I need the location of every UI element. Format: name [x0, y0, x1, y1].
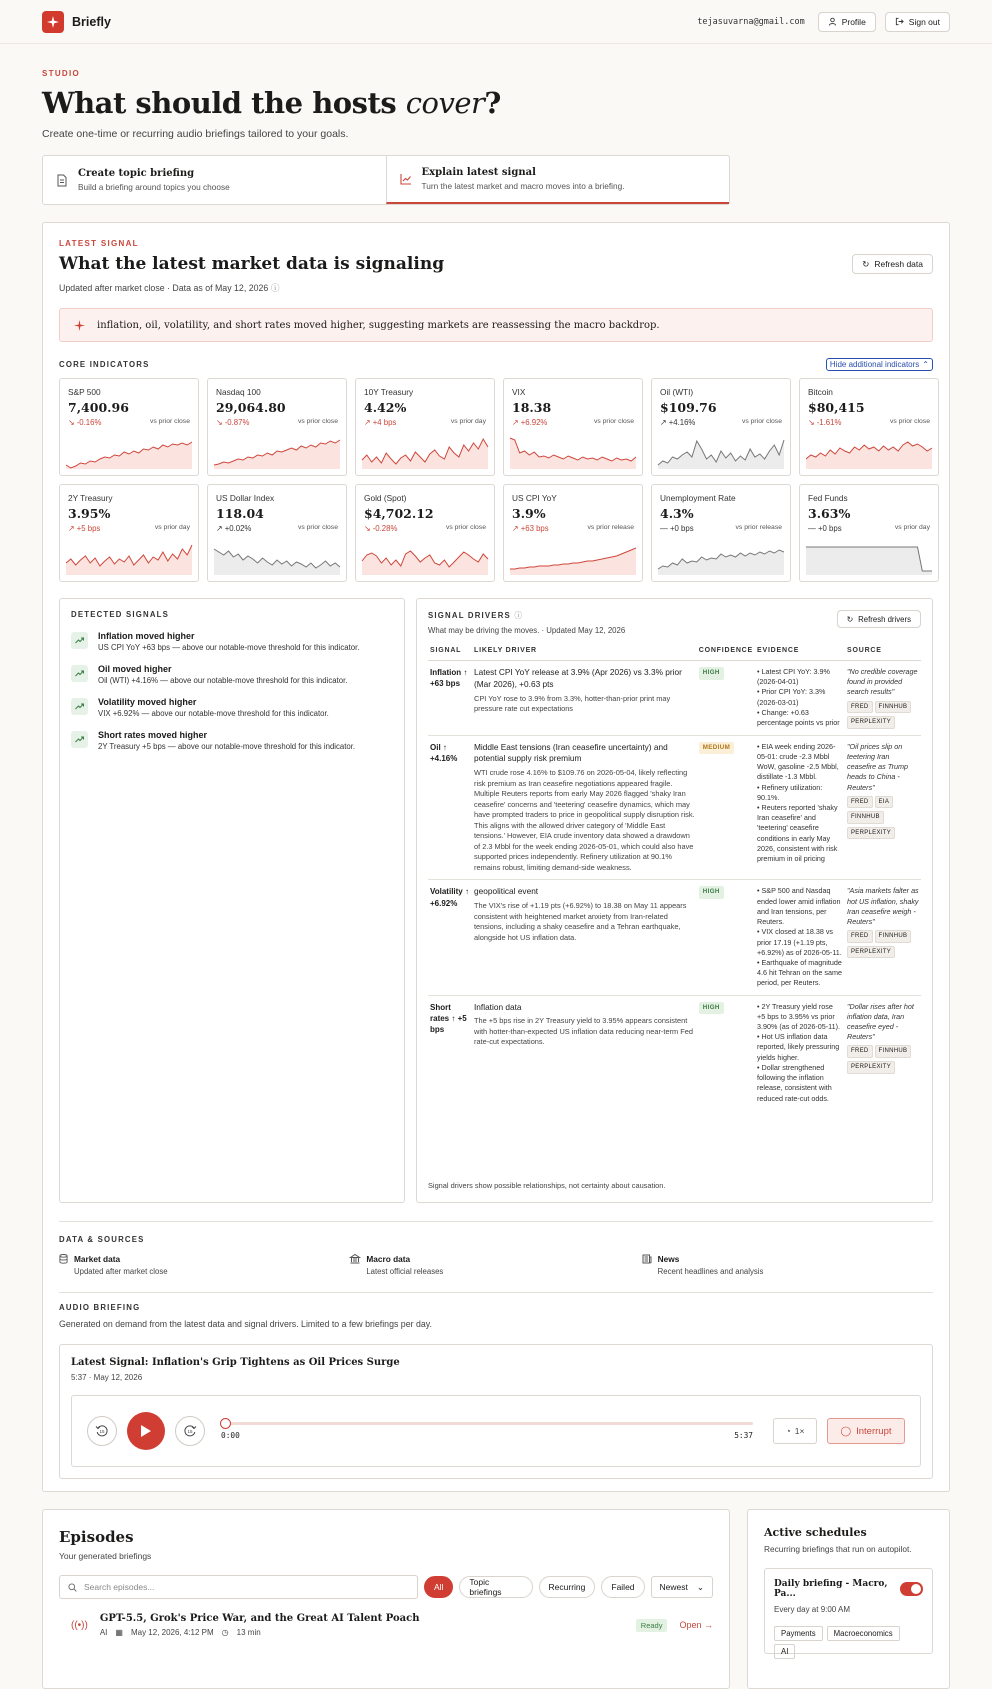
indicator-compare: vs prior close: [297, 418, 338, 425]
info-icon: ⓘ: [270, 283, 280, 293]
indicator-change-row: [808, 524, 930, 533]
indicator-name: Fed Funds: [808, 493, 848, 503]
sparkline: [362, 435, 488, 469]
source-news: News Recent headlines and analysis: [642, 1254, 933, 1276]
evidence: [755, 880, 845, 995]
sparkline-area: [214, 549, 340, 575]
source: [845, 735, 921, 880]
indicator-change-row: [808, 418, 930, 427]
source-chip[interactable]: EIA: [875, 796, 894, 809]
schedules-title: Active schedules: [764, 1526, 867, 1539]
indicator-compare: vs prior close: [297, 524, 338, 531]
studio-eyebrow: STUDIO: [42, 69, 81, 78]
user-icon: [828, 17, 837, 26]
source-chip[interactable]: FRED: [847, 701, 873, 714]
indicator-value: 4.3%: [660, 506, 694, 521]
driver-main: Middle East tensions (Iran ceasefire uncertainty) and potential supply risk premium: [474, 741, 668, 764]
schedules-subtitle: Recurring briefings that run on autopilot.: [764, 1544, 912, 1554]
progress-knob[interactable]: [220, 1418, 231, 1429]
source-chip[interactable]: FRED: [847, 1045, 873, 1058]
sparkline-area: [806, 547, 932, 575]
trend-icon: ↗: [364, 418, 373, 427]
indicator-change: ↗ +6.92%: [512, 418, 548, 427]
indicator-name: Oil (WTI): [660, 387, 694, 397]
trend-icon: ↗: [512, 524, 521, 533]
sparkline-area: [66, 545, 192, 575]
likely-driver: [472, 661, 697, 736]
speed-button[interactable]: ◔ 1×: [773, 1418, 817, 1444]
indicator-change-row: [216, 524, 338, 533]
detected-signal: [71, 664, 393, 685]
refresh-data-button[interactable]: [852, 254, 933, 274]
sign-out-icon: [895, 17, 904, 26]
sparkle-icon: [74, 320, 85, 331]
tab-title: Explain latest signal: [421, 167, 536, 178]
sparkline: [66, 435, 192, 469]
likely-driver: [472, 995, 697, 1110]
evidence-item: • Reuters reported 'shaky Iran ceasefire' and 'teetering' ceasefire conditions in early May 2026, consistent with risk premium in oil pricing: [757, 803, 838, 864]
schedule-tag: Payments: [774, 1626, 823, 1641]
drivers-subtitle: What may be driving the moves. · Updated May 12, 2026: [428, 626, 626, 635]
sparkline: [658, 541, 784, 575]
indicator-name: S&P 500: [68, 387, 101, 397]
evidence: [755, 995, 845, 1110]
schedule-tag: AI: [774, 1644, 795, 1659]
indicator-change: ↗ +0.02%: [216, 524, 252, 533]
signal-title: What the latest market data is signaling: [59, 254, 445, 274]
status-badge: Ready: [636, 1619, 668, 1632]
signal-title: Inflation moved higher: [98, 631, 195, 641]
indicator-change: ↗ +4 bps: [364, 418, 397, 427]
column-header: EVIDENCE: [755, 642, 845, 661]
trend-icon: —: [660, 524, 670, 533]
source-chip[interactable]: PERPLEXITY: [847, 827, 895, 840]
source-market: Market data Updated after market close: [59, 1254, 350, 1276]
indicator-change-row: [660, 418, 782, 427]
database-icon: [59, 1254, 68, 1264]
indicator-change-row: [68, 524, 190, 533]
evidence: [755, 735, 845, 880]
indicator-value: 118.04: [216, 506, 264, 521]
audio-progress[interactable]: [221, 1422, 753, 1440]
sparkline-area: [510, 438, 636, 469]
likely-driver: [472, 880, 697, 995]
source-quote: "Oil prices slip on teetering Iran ceasefire as Trump heads to China - Reuters": [847, 741, 908, 792]
source-quote: "Dollar rises after hot inflation data, Iran ceasefire eyed - Reuters": [847, 1001, 914, 1042]
indicator-card[interactable]: [799, 378, 939, 476]
briefing-title: Latest Signal: Inflation's Grip Tightens as Oil Prices Surge: [71, 1357, 400, 1368]
detected-signals: [59, 598, 405, 1203]
confidence: [697, 661, 755, 736]
source: [845, 880, 921, 995]
indicator-change-row: [216, 418, 338, 427]
trend-icon: ↗: [512, 418, 521, 427]
latest-signal-panel: [42, 222, 950, 1492]
svg-text:15: 15: [99, 1429, 105, 1434]
sources-label: DATA & SOURCES: [59, 1235, 145, 1244]
interrupt-button[interactable]: ◯ Interrupt: [827, 1418, 905, 1444]
indicator-grid: [59, 378, 933, 582]
refresh-label: Refresh data: [874, 259, 923, 269]
sparkline: [806, 435, 932, 469]
current-time: 0:00: [221, 1431, 240, 1440]
indicator-change-row: [364, 418, 486, 427]
evidence-item: • Earthquake of magnitude 4.6 hit Tehran on the same period, per Reuters.: [757, 957, 842, 988]
refresh-icon: ↻: [862, 258, 870, 269]
indicator-change: — +0 bps: [808, 524, 842, 533]
document-icon: [56, 174, 68, 187]
profile-button[interactable]: [818, 12, 876, 32]
chevron-up-icon: ⌃: [922, 360, 929, 369]
evidence-item: • S&P 500 and Nasdaq ended lower amid inflation and Iran tensions, per Reuters.: [757, 886, 841, 927]
sparkline: [658, 435, 784, 469]
indicator-card[interactable]: [355, 378, 495, 476]
sparkline: [214, 435, 340, 469]
source-chip[interactable]: PERPLEXITY: [847, 1061, 895, 1074]
indicator-compare: vs prior release: [587, 524, 634, 531]
evidence-item: • Dollar strengthened following the inflation release, consistent with reduced rate-cut odds.: [757, 1062, 832, 1103]
duration: 5:37: [734, 1431, 753, 1440]
confidence-badge: MEDIUM: [699, 742, 735, 755]
detected-signal: [71, 631, 393, 652]
trend-up-icon: [71, 731, 88, 748]
indicator-change: ↘ -0.87%: [216, 418, 250, 427]
driver-main: Inflation data: [474, 1001, 522, 1012]
indicator-change-row: [68, 418, 190, 427]
indicator-change: — +0 bps: [660, 524, 694, 533]
driver-main: Latest CPI YoY release at 3.9% (Apr 2026) vs 3.3% prior (Mar 2026), +0.63 pts: [474, 667, 682, 689]
source: [845, 661, 921, 736]
briefing-type-tabs: [42, 155, 730, 205]
indicator-name: US Dollar Index: [216, 493, 275, 503]
rewind-icon: [95, 1424, 109, 1438]
sparkline: [510, 541, 636, 575]
detected-signal: [71, 730, 393, 751]
indicator-compare: vs prior day: [894, 524, 930, 531]
driver-signal: Short rates ↑ +5 bps: [430, 1002, 467, 1035]
signal-summary: [59, 308, 933, 342]
column-header: SOURCE: [845, 642, 921, 661]
signal-title: Oil moved higher: [98, 664, 172, 674]
sparkline-area: [510, 548, 636, 575]
user-email: tejasuvarna@gmail.com: [697, 16, 805, 27]
source-chip[interactable]: FINNHUB: [875, 1045, 912, 1058]
sparkline: [510, 435, 636, 469]
signal-desc: 2Y Treasury +5 bps — above our notable-move threshold for this indicator.: [98, 742, 356, 751]
indicator-name: 2Y Treasury: [68, 493, 113, 503]
episodes-panel: [42, 1509, 730, 1689]
bank-icon: [350, 1254, 360, 1264]
evidence-item: • Change: +0.63 percentage points vs prior: [757, 707, 840, 728]
trend-up-icon: [71, 632, 88, 649]
detected-signal: [71, 697, 393, 718]
audio-player: [71, 1395, 921, 1467]
indicator-compare: vs prior close: [593, 418, 634, 425]
indicator-name: VIX: [512, 387, 526, 397]
indicator-change: ↗ +5 bps: [68, 524, 101, 533]
signal-desc: VIX +6.92% — above our notable-move threshold for this indicator.: [98, 709, 329, 718]
indicator-compare: vs prior release: [735, 524, 782, 531]
signal-desc: Oil (WTI) +4.16% — above our notable-move threshold for this indicator.: [98, 676, 348, 685]
indicator-value: 7,400.96: [68, 400, 129, 415]
filter-failed[interactable]: Failed: [601, 1576, 644, 1598]
indicator-name: Bitcoin: [808, 387, 833, 397]
forward-icon: [183, 1424, 197, 1438]
driver-detail: The VIX's rise of +1.19 pts (+6.92%) to 18.38 on May 11 appears consistent with heightened market anxiety from Iran-related tensions, including a shaky ceasefire and a Tehran earthquake, alongside hot US inflation data.: [474, 901, 687, 942]
source-chip[interactable]: FRED: [847, 796, 873, 809]
sparkline-area: [66, 442, 192, 469]
source: [845, 995, 921, 1110]
indicator-change: ↘ -0.16%: [68, 418, 102, 427]
drivers-label: SIGNAL DRIVERS ⓘ: [428, 611, 524, 620]
trend-icon: ↘: [216, 418, 225, 427]
confidence: [697, 735, 755, 880]
schedule-when: Every day at 9:00 AM: [774, 1605, 851, 1614]
schedule-tag: Macroeconomics: [827, 1626, 900, 1641]
confidence-badge: HIGH: [699, 1002, 724, 1015]
source-quote: "Asia markets falter as hot US inflation, shaky Iran ceasefire weigh - Reuters": [847, 886, 919, 927]
indicator-card[interactable]: [207, 378, 347, 476]
filter-recurring[interactable]: Recurring: [539, 1576, 596, 1598]
signal-eyebrow: LATEST SIGNAL: [59, 239, 139, 248]
indicator-change-row: [364, 524, 486, 533]
confidence: [697, 880, 755, 995]
likely-driver: [472, 735, 697, 880]
sparkline: [214, 541, 340, 575]
top-bar: [0, 0, 992, 44]
evidence-item: • Refinery utilization: 90.1%.: [757, 782, 823, 802]
sparkline: [806, 541, 932, 575]
evidence-item: • Prior CPI YoY: 3.3% (2026-03-01): [757, 687, 826, 707]
confidence-badge: HIGH: [699, 886, 724, 899]
play-icon: [140, 1424, 152, 1438]
indicator-card[interactable]: [503, 378, 643, 476]
indicator-change: ↘ -0.28%: [364, 524, 398, 533]
tab-explain-signal[interactable]: [386, 156, 730, 204]
trend-icon: ↗: [68, 524, 77, 533]
drivers-table: [428, 642, 921, 1110]
episodes-subtitle: Your generated briefings: [59, 1551, 152, 1561]
broadcast-icon: ((•)): [71, 1619, 88, 1631]
sign-out-button[interactable]: [885, 12, 950, 32]
driver-detail: The +5 bps rise in 2Y Treasury yield to 3.95% appears consistent with hotter-than-expected US inflation data reducing near-term Fed rate-cut expectations.: [474, 1016, 693, 1047]
indicator-value: 3.63%: [808, 506, 851, 521]
signal-desc: US CPI YoY +63 bps — above our notable-move threshold for this indicator.: [98, 643, 360, 652]
data-sources: [59, 1254, 933, 1276]
logo-icon: [42, 11, 64, 33]
trend-up-icon: [71, 698, 88, 715]
page-title: What should the hosts cover?: [42, 86, 501, 120]
indicator-name: Nasdaq 100: [216, 387, 261, 397]
driver-signal: Inflation ↑ +63 bps: [428, 661, 472, 736]
tab-create-topic[interactable]: [43, 156, 386, 204]
calendar-icon: ▦: [115, 1628, 123, 1637]
rewind-15-button[interactable]: [87, 1416, 117, 1446]
logo[interactable]: [42, 11, 111, 33]
indicator-change-row: [512, 524, 634, 533]
search-icon: [68, 1583, 77, 1592]
open-episode-link[interactable]: Open →: [679, 1620, 713, 1630]
trend-icon: ↘: [68, 418, 77, 427]
column-header: CONFIDENCE: [697, 642, 755, 661]
refresh-icon: ↻: [846, 614, 854, 624]
confidence-badge: HIGH: [699, 667, 724, 680]
source-chip[interactable]: PERPLEXITY: [847, 946, 895, 959]
trend-icon: —: [808, 524, 818, 533]
sparkline: [66, 541, 192, 575]
sparkline-area: [214, 440, 340, 469]
indicator-compare: vs prior close: [445, 524, 486, 531]
evidence-item: • 2Y Treasury yield rose +5 bps to 3.95% vs prior 3.90% (as of 2026-05-11).: [757, 1001, 840, 1032]
signal-updated: Updated after market close · Data as of May 12, 2026 ⓘ: [59, 283, 280, 293]
clock-icon: ◷: [221, 1628, 229, 1637]
signal-drivers: [416, 598, 933, 1203]
trend-icon: ↗: [660, 418, 669, 427]
evidence-item: • EIA week ending 2026-05-01: crude -2.3 Mbbl WoW, gasoline -2.5 Mbbl, distillate -1.3 Mbbl.: [757, 741, 839, 782]
sort-select[interactable]: Newest ⌄: [651, 1576, 713, 1598]
indicator-change-row: [512, 418, 634, 427]
trend-icon: ↘: [364, 524, 373, 533]
source-chip[interactable]: FINNHUB: [875, 930, 912, 943]
column-header: SIGNAL: [428, 642, 472, 661]
forward-15-button[interactable]: [175, 1416, 205, 1446]
indicator-change: ↗ +4.16%: [660, 418, 696, 427]
page-subtitle: Create one-time or recurring audio briefings tailored to your goals.: [42, 128, 349, 140]
sparkline-area: [658, 440, 784, 469]
audio-desc: Generated on demand from the latest data and signal drivers. Limited to a few briefings per day.: [59, 1319, 432, 1329]
audio-briefing-card: [59, 1344, 933, 1479]
evidence-item: • Hot US inflation data reported, likely pressuring yields higher.: [757, 1032, 840, 1062]
source-macro: Macro data Latest official releases: [350, 1254, 641, 1276]
newspaper-icon: [642, 1254, 652, 1264]
driver-row: [428, 880, 921, 995]
indicator-value: 4.42%: [364, 400, 407, 415]
indicator-card[interactable]: [651, 378, 791, 476]
tab-desc: Turn the latest market and macro moves into a briefing.: [421, 181, 625, 191]
driver-signal: Volatility ↑ +6.92%: [428, 880, 472, 995]
indicator-compare: vs prior day: [154, 524, 190, 531]
column-header: LIKELY DRIVER: [472, 642, 697, 661]
refresh-drivers-button[interactable]: ↻ Refresh drivers: [837, 610, 921, 628]
profile-label: Profile: [841, 16, 866, 27]
play-button[interactable]: [127, 1412, 165, 1450]
schedules-panel: [747, 1509, 950, 1689]
schedule-title: Daily briefing - Macro, Pa...: [774, 1579, 888, 1599]
indicator-card[interactable]: [59, 484, 199, 582]
indicator-value: $4,702.12: [364, 506, 434, 521]
driver-row: [428, 995, 921, 1110]
evidence-item: • VIX closed at 18.38 vs prior 17.19 (+1.19 pts, +6.92%) as of 2026-05-11.: [757, 927, 842, 957]
signal-title: Volatility moved higher: [98, 697, 197, 707]
tab-title: Create topic briefing: [78, 168, 195, 179]
indicator-change: ↘ -1.61%: [808, 418, 842, 427]
episodes-title: Episodes: [59, 1528, 134, 1546]
trend-icon: ↘: [808, 418, 817, 427]
indicator-name: Unemployment Rate: [660, 493, 736, 503]
schedule-card[interactable]: [764, 1568, 933, 1654]
indicator-value: $109.76: [660, 400, 717, 415]
episode-item[interactable]: ((•)) GPT-5.5, Grok's Price War, and the Great AI Talent Poach AI ▦ May 12, 2026, 4:12 PM ◷ 13 min Ready Open →: [71, 1613, 713, 1637]
indicator-name: 10Y Treasury: [364, 387, 414, 397]
audio-label: AUDIO BRIEFING: [59, 1303, 141, 1312]
summary-text: inflation, oil, volatility, and short rates moved higher, suggesting markets are reassessing the macro backdrop.: [97, 319, 660, 331]
tab-desc: Build a briefing around topics you choose: [78, 182, 230, 192]
indicator-value: 29,064.80: [216, 400, 286, 415]
evidence: [755, 661, 845, 736]
indicator-card[interactable]: [503, 484, 643, 582]
driver-main: geopolitical event: [474, 886, 539, 897]
indicator-compare: vs prior close: [741, 418, 782, 425]
signal-title: Short rates moved higher: [98, 730, 208, 740]
drivers-note: Signal drivers show possible relationships, not certainty about causation.: [428, 1181, 666, 1190]
briefing-meta: 5:37 · May 12, 2026: [71, 1373, 143, 1382]
indicator-card[interactable]: [207, 484, 347, 582]
episode-title: GPT-5.5, Grok's Price War, and the Great AI Talent Poach: [99, 1613, 420, 1624]
indicator-compare: vs prior close: [149, 418, 190, 425]
svg-text:15: 15: [187, 1429, 193, 1434]
indicator-value: $80,415: [808, 400, 865, 415]
source-chip[interactable]: PERPLEXITY: [847, 716, 895, 729]
chevron-down-icon: ⌄: [696, 1581, 704, 1592]
gauge-icon: ◔: [785, 1426, 791, 1436]
indicator-name: US CPI YoY: [512, 493, 557, 503]
source-quote: "No credible coverage found in provided search results": [847, 667, 918, 697]
filter-topic[interactable]: Topic briefings: [459, 1576, 532, 1598]
indicator-change: ↗ +63 bps: [512, 524, 549, 533]
trend-up-icon: [71, 665, 88, 682]
indicator-compare: vs prior day: [450, 418, 486, 425]
source-chip[interactable]: FINNHUB: [847, 811, 884, 824]
evidence-item: • Latest CPI YoY: 3.9% (2026-04-01): [757, 667, 830, 687]
filter-all[interactable]: All: [424, 1576, 453, 1598]
indicator-card[interactable]: [355, 484, 495, 582]
source-chip[interactable]: FINNHUB: [875, 701, 912, 714]
confidence: [697, 995, 755, 1110]
source-chip[interactable]: FRED: [847, 930, 873, 943]
trend-icon: ↗: [216, 524, 225, 533]
indicator-card[interactable]: [651, 484, 791, 582]
driver-detail: CPI YoY rose to 3.9% from 3.3%, hotter-than-prior print may pressure rate cut expectations: [474, 693, 671, 714]
indicator-value: 3.95%: [68, 506, 111, 521]
driver-signal: Oil ↑ +4.16%: [428, 735, 472, 880]
core-indicators-label: CORE INDICATORS: [59, 360, 150, 369]
indicator-value: 18.38: [512, 400, 552, 415]
indicator-card[interactable]: [59, 378, 199, 476]
indicator-card[interactable]: [799, 484, 939, 582]
sign-out-label: Sign out: [908, 16, 940, 27]
app-name: Briefly: [72, 14, 111, 29]
driver-row: [428, 661, 921, 736]
hide-indicators-toggle[interactable]: Hide additional indicators ⌃: [826, 358, 933, 371]
schedule-toggle[interactable]: [900, 1582, 923, 1596]
search-episodes-input[interactable]: Search episodes...: [59, 1575, 418, 1599]
sparkline-area: [362, 439, 488, 469]
chat-bubble-icon: ◯: [840, 1425, 852, 1437]
info-icon: ⓘ: [514, 611, 524, 620]
driver-detail: WTI crude rose 4.16% to $109.76 on 2026-05-04, likely reflecting risk premium as Iran ceasefire negotiations appeared fragile. Multiple Reuters reports from early May 2026 flagged 'shaky Iran ceasefire' concerns and 'teetering' ceasefire dynamics, which may have prompted traders to price in geopolitical supply disruption risk. This aligns with the allowed driver category of 'Middle East tensions.' However, EIA crude inventory data showed a drawdown of 2.3 Mbbl for the week ending 2026-05-01, which could also have supported prices independently. Refinery utilization at 90.1% remains robust, limiting demand-side weakness.: [474, 768, 695, 872]
driver-row: [428, 735, 921, 880]
chart-line-icon: [400, 173, 412, 185]
indicator-value: 3.9%: [512, 506, 546, 521]
indicator-name: Gold (Spot): [364, 493, 407, 503]
sparkline: [362, 541, 488, 575]
indicator-change-row: [660, 524, 782, 533]
indicator-compare: vs prior close: [889, 418, 930, 425]
detected-label: DETECTED SIGNALS: [71, 610, 170, 619]
